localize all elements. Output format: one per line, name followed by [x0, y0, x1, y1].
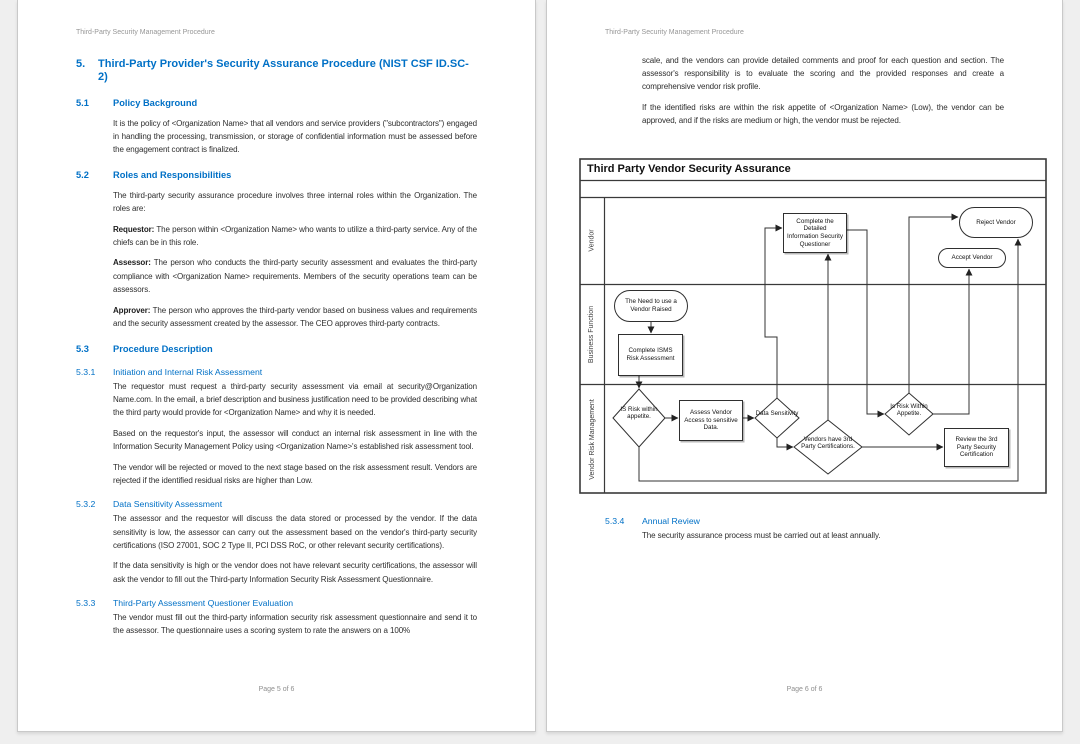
paragraph: [113, 304, 477, 330]
section-title: Initiation and Internal Risk Assessment: [113, 366, 263, 377]
paragraph: If the identified risks are within the risk appetite of <Organization Name> (Low), the vendor can be approved, and if the risks are medium or high, the vendor must be rejected.: [642, 103, 1004, 126]
section-title: Policy Background: [113, 98, 198, 108]
page-footer: Page 6 of 6: [786, 686, 823, 693]
section-5-3-4: [605, 516, 1004, 550]
lane-label-vendor: Vendor: [588, 229, 596, 252]
section-number: 5.3.2: [76, 499, 96, 510]
page-6: [546, 0, 1063, 732]
section-number: 5.1: [76, 98, 89, 108]
paragraph: If the data sensitivity is high or the vendor does not have relevant security certifications, the assessor will ask the vendor to fill out the Third-party Information Security Risk Assessment Questionnaire.: [113, 561, 477, 584]
paragraph: Based on the requestor's input, the assessor will conduct an internal risk assessment in line with the Information Security Management Policy using <Organization Name>'s established risk assessment tool.: [113, 429, 477, 452]
terminal-accept-vendor: Accept Vendor: [938, 248, 1006, 268]
paragraph: [113, 256, 477, 296]
decision-data-sensitivity: [755, 398, 799, 438]
section-title: Procedure Description: [113, 343, 213, 354]
page-footer: Page 5 of 6: [258, 686, 295, 693]
section-5-heading: [76, 58, 477, 84]
section-5-3-4-heading: [605, 516, 1004, 527]
section-5-3-1-heading: [76, 367, 477, 378]
section-number: 5.3: [76, 343, 89, 354]
page-5: [17, 0, 536, 732]
paragraph: The third-party security assurance procedure involves three internal roles within the Organization. The roles are:: [113, 190, 477, 213]
paragraph: The vendor will be rejected or moved to the next stage based on the risk assessment result. Vendors are rejected if the identified residual risks are higher than Low.: [113, 462, 477, 486]
lane-label-vendor-risk-management: Vendor Risk Management: [588, 398, 596, 480]
paragraph: It is the policy of <Organization Name> that all vendors and service providers ("subcontractors") engaged in handling the processing, transmission, or storage of confidential information must be assessed before the engagement contract is finalized.: [113, 118, 477, 154]
section-5-3-3-heading: [76, 598, 477, 609]
decision-label-risk-within-appetite-2: Is Risk Within Appetite.: [890, 403, 928, 418]
flowchart-title: Third Party Vendor Security Assurance: [587, 162, 791, 175]
section-number: 5.: [76, 58, 86, 70]
step-complete-detailed-questioner: Complete the Detailed Information Security Questioner: [783, 213, 847, 253]
role-term: Approver:: [113, 305, 151, 315]
lane-label-business-function: Business Function: [588, 305, 596, 363]
paragraph: The requestor must request a third-party security assessment via email at security@Organization Name.com. In the email, a brief description and business justification need to be provided describing what the third party would provide for <Organization Name> and why it is needed.: [113, 381, 477, 418]
section-5-2-heading: [76, 169, 477, 181]
role-term: Assessor:: [113, 258, 151, 268]
section-title: Annual Review: [642, 516, 700, 526]
terminal-reject-vendor: Reject Vendor: [959, 207, 1033, 238]
role-term: Requestor:: [113, 224, 155, 234]
section-title: Roles and Responsibilities: [113, 170, 232, 181]
step-review-3rd-party-certification: Review the 3rd Party Security Certification: [944, 428, 1009, 467]
role-text: The person who conducts the third-party security assessment and evaluates the third-party compliance with <Organization Name> requirements. Members of the security operations team can be assessors.: [113, 258, 477, 294]
paragraph: scale, and the vendors can provide detailed comments and proof for each question and section. The assessor's responsibility is to evaluate the scoring and the provided responses and create a comprehensive vendor risk profile.: [642, 56, 1004, 92]
paragraph: [113, 223, 477, 249]
section-number: 5.3.4: [605, 516, 625, 526]
decision-label-risk-within-appetite-1: IS Risk within appetite.: [620, 406, 658, 421]
decision-label-vendors-have-certifications: Vendors have 3rd Party Certifications.: [801, 436, 855, 451]
section-number: 5.2: [76, 170, 89, 181]
role-text: The person who approves the third-party vendor based on business values and requirements and the security assessment created by the assessor. The CEO approves third-party contracts.: [113, 305, 477, 328]
section-title: Data Sensitivity Assessment: [113, 499, 223, 510]
step-assess-vendor-access: Assess Vendor Access to sensitive Data.: [679, 400, 743, 441]
paragraph: The assessor and the requestor will discuss the data stored or processed by the vendor. If the data sensitivity is low, the assessor can carry out the assessment based on the vendor's third-party security certifications (ISO 27001, SOC 2 Type II, PCI DSS RoC, or other relevant security certifications).: [113, 514, 477, 550]
paragraph: The vendor must fill out the third-party information security risk assessment questionnaire and send it to the assessor. The questionnaire uses a scoring system to rate the answers on a 100%: [113, 612, 477, 636]
role-text: The person within <Organization Name> who wants to utilize a third-party service. Any of the chiefs can be in this role.: [113, 224, 477, 247]
section-5-3-2-heading: [76, 499, 477, 510]
paragraph: The security assurance process must be carried out at least annually.: [642, 531, 881, 540]
decision-label-data-sensitivity: Data Sensitivity: [755, 410, 799, 417]
page-header: Third-Party Security Management Procedure: [76, 29, 215, 36]
section-5-1-heading: [76, 97, 477, 109]
section-number: 5.3.1: [76, 366, 96, 377]
section-5-3-heading: [76, 343, 477, 355]
flowchart-third-party-vendor-security-assurance: [579, 158, 1047, 494]
section-title: Third-Party Assessment Questioner Evaluation: [113, 597, 294, 608]
page-header: Third-Party Security Management Procedure: [605, 29, 744, 36]
section-number: 5.3.3: [76, 597, 96, 608]
section-title: Third-Party Provider's Security Assurance Procedure (NIST CSF ID.SC-2): [98, 58, 469, 83]
step-complete-isms-risk-assessment: Complete ISMS Risk Assessment: [618, 334, 683, 376]
start-need-to-use-vendor: The Need to use a Vendor Raised: [614, 290, 688, 322]
